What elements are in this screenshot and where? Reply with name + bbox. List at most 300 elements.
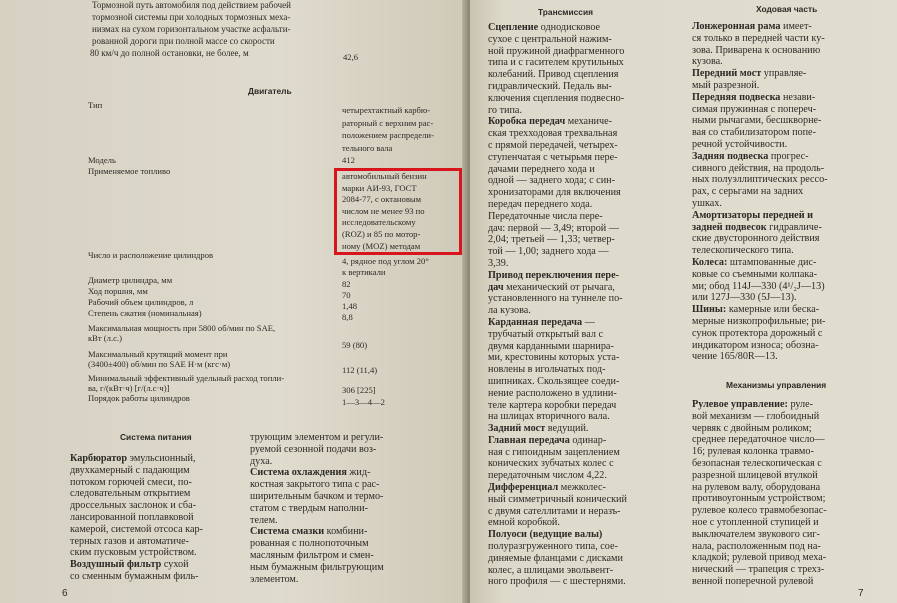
text-line [488, 517, 627, 529]
term: Сцепление [488, 22, 539, 33]
spec-value: (ROZ) и 85 по мотор- [342, 229, 421, 239]
text-line [692, 292, 828, 304]
text-line [692, 139, 828, 151]
text-line [692, 151, 828, 163]
text-line [692, 163, 828, 175]
line-text: рованная с полнопоточным [250, 538, 369, 550]
text-line [70, 547, 203, 559]
text-line [692, 104, 828, 116]
term: Передняя подвеска [692, 91, 781, 103]
spec-value: ному (MOZ) методам [342, 240, 421, 251]
term: Лонжеронная рама [692, 21, 781, 32]
line-text: или 127J—330 (5J—13). [692, 292, 797, 304]
line-text: лансированной поплавковой [70, 511, 194, 523]
spec-label: Минимальный эффективный удельный расход топли- [88, 373, 285, 383]
line-text: зова. Приварена к основанию [692, 44, 821, 56]
line-text: нический — трапеция с трехз- [692, 564, 825, 576]
text-line [488, 506, 627, 518]
text-line [488, 69, 627, 81]
text-line [692, 33, 828, 45]
line-text: теле картера коробки передач [488, 399, 617, 411]
line-text: телескопического типа. [692, 245, 794, 257]
text-line [488, 541, 627, 553]
line-text: гидравличе- [766, 221, 822, 233]
spec-value: 306 [225] [342, 385, 376, 395]
text-line [692, 56, 828, 68]
line-text: ские двусторонного действия [692, 233, 820, 245]
line-text: безопасная телескопическая с [692, 457, 822, 469]
text-line [488, 211, 627, 223]
spec-value: исследовательскому [342, 217, 416, 228]
fuel-highlight-box [334, 168, 462, 255]
line-text: штампованные дис- [727, 256, 817, 268]
term: Карданная передача [488, 316, 583, 328]
line-text: — [582, 316, 595, 328]
term: дач [488, 281, 504, 293]
intro-line: низмах на сухом горизонтальном участке асфальти- [92, 24, 291, 34]
line-text: гидравлический. Педаль вы- [488, 80, 612, 92]
line-text: ла кузова. [488, 305, 531, 317]
text-line [488, 341, 627, 353]
spec-value: к вертикали [342, 267, 386, 277]
line-text: трующим элементом и регули- [250, 432, 384, 443]
text-line [488, 400, 627, 412]
term: Система охлаждения [250, 467, 347, 479]
line-text: статом с твердым наполни- [250, 502, 368, 514]
line-text: на рулевом валу, оборудована [692, 481, 821, 493]
line-text: индикатором износа; обозна- [692, 339, 819, 351]
text-line [250, 432, 384, 444]
text-line [488, 57, 627, 69]
spec-value: 70 [342, 290, 351, 300]
text-line [488, 317, 627, 329]
spec-label: Рабочий объем цилиндров, л [88, 297, 194, 307]
right-column-2-steering [692, 399, 827, 588]
text-line [488, 305, 627, 317]
text-line [250, 515, 384, 527]
text-line [488, 364, 627, 376]
left-column-2 [250, 432, 384, 585]
term: Задняя подвеска [692, 150, 769, 162]
text-line [692, 328, 828, 340]
text-line [692, 411, 827, 423]
line-text: прогрес- [768, 150, 809, 162]
spec-value: 8,8 [342, 312, 353, 322]
spec-value: 1—3—4—2 [342, 397, 385, 407]
spec-label: Порядок работы цилиндров [88, 393, 190, 403]
line-text: мерные низкопрофильные; ри- [692, 315, 826, 327]
line-text: мый разрезной. [692, 79, 760, 91]
text-line [692, 68, 828, 80]
text-line [692, 210, 828, 222]
line-text: механический от рычага, [503, 281, 615, 293]
text-line [692, 470, 827, 482]
line-text: ключения сцепления подвесно- [488, 92, 625, 104]
text-line [692, 233, 828, 245]
text-line [70, 524, 203, 536]
line-text: рулевое колесо травмобезопас- [692, 505, 827, 517]
text-line [70, 477, 203, 489]
line-text: ное с утопленной ступицей и [692, 516, 819, 528]
spec-value: 112 (11,4) [342, 365, 378, 375]
spec-value: 59 (80) [342, 340, 368, 350]
line-text: кладкой; рулевой привод меха- [692, 552, 827, 564]
line-text: ская трехходовая трехвальная [488, 128, 618, 140]
line-text: элементом. [250, 573, 299, 585]
term: Колеса: [692, 256, 728, 268]
text-line [488, 175, 627, 187]
line-text: ного профиля — с шестернями. [488, 576, 626, 588]
text-line [692, 482, 827, 494]
spec-value: 4, рядное под углом 20° [342, 256, 429, 266]
text-line [70, 488, 203, 500]
line-text: со сменным бумажным филь- [70, 570, 199, 582]
text-line [488, 529, 627, 541]
text-line [70, 453, 203, 465]
line-text: двухкамерный с падающим [70, 464, 190, 476]
text-line [692, 174, 828, 186]
text-line [488, 482, 627, 494]
page-number-left: 6 [62, 588, 68, 599]
spec-label: Применяемое топливо [88, 166, 171, 176]
right-column-2-chassis [692, 21, 828, 363]
text-line [488, 152, 627, 164]
line-text: ными рычагами, бесшкворне- [692, 115, 822, 127]
text-line [692, 351, 828, 363]
line-text: с прямой передачей, четырех- [488, 139, 618, 151]
line-text: дачами переднего хода и [488, 163, 595, 175]
intro-line: рованной дороги при полной массе со скорости [92, 36, 275, 46]
text-line [692, 399, 827, 411]
line-text: механиче- [565, 116, 613, 128]
text-line [692, 564, 827, 576]
spec-value: 1,48 [342, 301, 358, 311]
line-text: трубчатый открытый вал с [488, 328, 604, 340]
line-text: руле- [787, 399, 814, 410]
text-line [488, 93, 627, 105]
text-line [692, 541, 827, 553]
text-line [692, 517, 827, 529]
line-text: костная закрытого типа с рас- [250, 479, 380, 491]
text-line [250, 479, 384, 491]
text-line [692, 45, 828, 57]
text-line [488, 234, 627, 246]
line-text: сивного действия, на продоль- [692, 162, 825, 174]
right-column-1 [488, 22, 627, 588]
text-line [692, 340, 828, 352]
text-line [488, 140, 627, 152]
spec-value: тельного вала [342, 142, 393, 153]
line-text: среднее передаточное число— [692, 434, 825, 446]
line-text: речной устойчивости. [692, 138, 788, 150]
line-text: ная с гипоидным зацеплением [488, 446, 620, 458]
text-line [692, 186, 828, 198]
line-text: ковые со съемными колпака- [692, 268, 818, 280]
term: Коробка передач [488, 116, 566, 128]
intro-line: 80 км/ч до полной остановки, не более, м [90, 48, 249, 58]
spec-label: Максимальный крутящий момент при [88, 349, 228, 359]
text-line [692, 245, 828, 257]
intro-line: Тормозной путь автомобиля под действием рабочей [92, 0, 291, 10]
text-line [70, 559, 203, 571]
line-text: установленного на туннеле по- [488, 293, 623, 305]
left-column-1 [70, 453, 203, 583]
line-text: сухой [161, 559, 189, 571]
text-line [250, 491, 384, 503]
text-line [488, 46, 627, 58]
text-line [250, 550, 384, 562]
text-line [250, 562, 384, 574]
line-text: духа. [250, 455, 273, 467]
intro-line: тормозной системы при холодных тормозных меха- [92, 12, 291, 22]
line-text: червяк с двойным роликом; [692, 422, 812, 434]
text-line [488, 81, 627, 93]
line-text: кузова. [692, 56, 723, 68]
text-line [488, 128, 627, 140]
text-line [488, 458, 627, 470]
line-text: камерой, системой отсоса кар- [70, 523, 203, 535]
text-line [488, 447, 627, 459]
text-line [250, 538, 384, 550]
text-line [692, 423, 827, 435]
text-line [488, 352, 627, 364]
line-text: ширительным бачком и термо- [250, 490, 384, 502]
spec-value: марки АИ-93, ГОСТ [342, 182, 417, 193]
text-line [692, 304, 828, 316]
text-line [488, 329, 627, 341]
spec-label-cont: кВт (л.с.) [88, 333, 122, 343]
text-line [488, 187, 627, 199]
line-text: двумя карданными шарнира- [488, 340, 614, 352]
spec-value: числом не менее 93 по [342, 205, 425, 216]
line-text: ным бумажным фильтрующим [250, 561, 384, 573]
spec-label-cont: ва, г/(кВт·ч) [г/(л.с·ч)] [88, 383, 170, 393]
text-line [692, 21, 828, 33]
line-text: ведущий. [545, 423, 589, 435]
text-line [692, 80, 828, 92]
line-text: ми, крестовины которых уста- [488, 352, 620, 364]
text-line [488, 223, 627, 235]
spec-value: четырехтактный карбю- [342, 105, 431, 115]
line-text: диняемые фланцами с дисками [488, 552, 623, 564]
spec-value: автомобильный бензин [342, 171, 427, 181]
spec-value: 2084-77, с октановым [342, 194, 422, 205]
line-text: передаточным числом 4,22. [488, 470, 607, 482]
text-line [692, 458, 827, 470]
line-text: комбини- [324, 526, 368, 538]
text-line [488, 576, 627, 588]
line-text: эмульсионный, [127, 453, 196, 464]
line-text: новлены в игольчатых под- [488, 364, 606, 376]
line-text: Передаточные числа пере- [488, 210, 603, 222]
text-line [692, 316, 828, 328]
spec-value: 412 [342, 155, 355, 165]
text-line [250, 503, 384, 515]
term: Шины: [692, 304, 727, 316]
line-text: следовательным открытием [70, 488, 191, 500]
line-text: ступенчатая с четырьмя пере- [488, 151, 618, 163]
line-text: типа и с гасителем крутильных [488, 57, 624, 69]
term: Амортизаторы передней и [692, 209, 813, 221]
line-text: ный симметричный конический [488, 493, 627, 505]
line-text: симая пружинная с попереч- [692, 103, 817, 115]
line-text: 16; рулевая колонка травмо- [692, 446, 814, 458]
right-page [470, 0, 897, 603]
text-line [692, 257, 828, 269]
intro-value: 42,6 [343, 52, 359, 62]
engine-heading: Двигатель [248, 86, 292, 96]
term: задней подвесок [692, 221, 767, 233]
transmission-heading: Трансмиссия [538, 7, 593, 17]
line-text: вая со стабилизатором попе- [692, 127, 816, 139]
line-text: 2,04; третьей — 1,33; четвер- [488, 234, 615, 246]
line-text: одной — заднего хода; с син- [488, 175, 616, 187]
line-text: камерные или беска- [726, 304, 820, 316]
text-line [488, 282, 627, 294]
text-line [488, 105, 627, 117]
line-text: с двумя сателлитами и неразъ- [488, 505, 621, 517]
line-text: имеет- [780, 21, 812, 32]
term: Полуоси (ведущие валы) [488, 529, 603, 541]
text-line [70, 512, 203, 524]
line-text: управляе- [761, 68, 807, 80]
term: Передний мост [692, 68, 762, 80]
term: Дифференциал [488, 482, 559, 494]
text-line [70, 571, 203, 583]
text-line [488, 565, 627, 577]
spec-value: положением распредели- [342, 130, 434, 140]
text-line [692, 552, 827, 564]
text-line [70, 536, 203, 548]
text-line [488, 411, 627, 423]
text-line [488, 258, 627, 270]
line-text: дроссельных заслонок и сба- [70, 500, 197, 512]
text-line [692, 446, 827, 458]
line-text: той — 1,00; заднего хода — [488, 246, 609, 258]
line-text: конических зубчатых колес с [488, 458, 614, 470]
term: Задний мост [488, 423, 546, 435]
spec-value: 82 [342, 279, 351, 289]
line-text: на шлицах вторичного вала. [488, 411, 610, 423]
text-line [488, 494, 627, 506]
term: Привод переключения пере- [488, 269, 619, 281]
line-text: венной поперечной рулевой [692, 575, 814, 587]
term: Система смазки [250, 526, 325, 538]
line-text: потоком горючей смеси, по- [70, 476, 192, 488]
page-number-right: 7 [858, 588, 864, 599]
line-text: ных полуэллиптических рессо- [692, 174, 828, 186]
line-text: масляным фильтром и смен- [250, 549, 374, 561]
line-text: телем. [250, 514, 278, 526]
line-text: хронизаторами для включения [488, 187, 621, 199]
text-line [488, 423, 627, 435]
text-line [250, 526, 384, 538]
fuel-system-heading: Система питания [120, 432, 192, 442]
line-text: чение 165/80R—13. [692, 351, 778, 363]
chassis-heading: Ходовая часть [756, 4, 818, 14]
spec-label: Тип [88, 100, 103, 110]
line-text: жид- [346, 467, 371, 479]
text-line [692, 115, 828, 127]
line-text: вой механизм — глобоидный [692, 410, 820, 422]
line-text: колес, а шлицами эвольвент- [488, 564, 614, 576]
term: Главная передача [488, 434, 570, 446]
text-line [488, 199, 627, 211]
text-line [250, 444, 384, 456]
line-text: передач переднего хода. [488, 198, 593, 210]
spec-label: Модель [88, 155, 116, 165]
line-text: го типа. [488, 104, 522, 116]
term: Рулевое управление: [692, 399, 788, 410]
text-line [692, 529, 827, 541]
text-line [250, 467, 384, 479]
line-text: рах, с серьгами на задних [692, 186, 804, 198]
term: Воздушный фильтр [70, 559, 162, 571]
text-line [488, 270, 627, 282]
line-text: ушках. [692, 197, 722, 209]
line-text: ся только в передней части ку- [692, 32, 825, 44]
text-line [488, 246, 627, 258]
line-text: разрезной шлицевой втулкой [692, 469, 818, 481]
text-line [488, 388, 627, 400]
text-line [692, 434, 827, 446]
text-line [488, 435, 627, 447]
line-text: противоугонным устройством; [692, 493, 826, 505]
text-line [488, 376, 627, 388]
line-text: ми; обод 114J—330 (4¹/₂J—13) [692, 280, 825, 292]
line-text: нала, расположенным под на- [692, 540, 821, 552]
spec-label-cont: (3400±400) об/мин по SAE Н·м (кгс·м) [88, 359, 231, 369]
line-text: колебаний. Привод сцепления [488, 69, 619, 81]
spec-label: Степень сжатия (номинальная) [88, 308, 202, 318]
text-line [692, 576, 827, 588]
line-text: незави- [780, 91, 816, 103]
line-text: полуразгруженного типа, сое- [488, 541, 618, 553]
line-text: дач: первой — 3,49; второй — [488, 222, 619, 234]
line-text: 3,39. [488, 257, 509, 269]
line-text: однодисковое [538, 22, 601, 33]
spec-label: Диаметр цилиндра, мм [88, 275, 173, 285]
text-line [488, 164, 627, 176]
line-text: сухое с центральной нажим- [488, 33, 612, 45]
line-text: шипниках. Скользящее соеди- [488, 375, 620, 387]
steering-heading: Механизмы управления [726, 380, 827, 390]
line-text: ной пружиной диафрагменного [488, 45, 625, 57]
text-line [692, 269, 828, 281]
line-text: терных газов и автоматиче- [70, 535, 189, 547]
spec-label: Ход поршня, мм [88, 286, 148, 296]
line-text: сунок протектора дорожный с [692, 327, 823, 339]
spec-label: Максимальная мощность при 5800 об/мин по SAE, [88, 323, 276, 333]
text-line [692, 281, 828, 293]
text-line [692, 222, 828, 234]
spec-label: Число и расположение цилиндров [88, 250, 214, 260]
text-line [692, 493, 827, 505]
text-line [488, 553, 627, 565]
text-line [488, 22, 627, 34]
text-line [488, 116, 627, 128]
line-text: нение расположено в удлини- [488, 387, 617, 399]
text-line [250, 574, 384, 586]
text-line [692, 198, 828, 210]
line-text: руемой сезонной подачи воз- [250, 443, 377, 455]
text-line [250, 456, 384, 468]
text-line [692, 505, 827, 517]
text-line [692, 92, 828, 104]
text-line [488, 34, 627, 46]
line-text: выключателем звукового сиг- [692, 528, 820, 540]
text-line [488, 470, 627, 482]
